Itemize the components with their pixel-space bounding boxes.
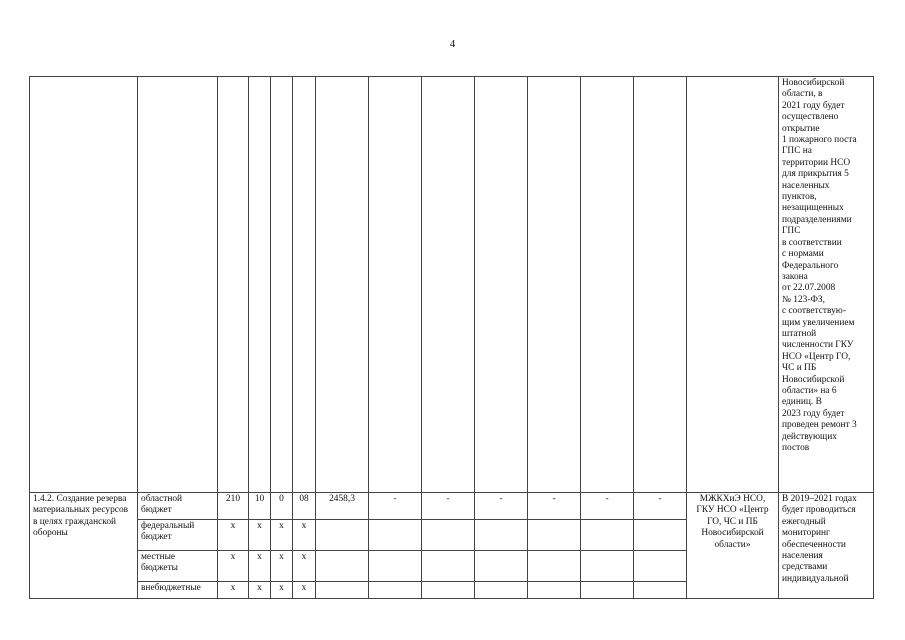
value-cell bbox=[634, 582, 687, 599]
continuation-row bbox=[30, 77, 874, 493]
value-cell bbox=[475, 520, 528, 551]
cell-empty bbox=[293, 77, 316, 493]
funding-source: местные бюджеты bbox=[138, 551, 218, 582]
value-cell bbox=[369, 582, 422, 599]
value-cell: - bbox=[528, 493, 581, 520]
funding-source: федеральный бюджет bbox=[138, 520, 218, 551]
cell-empty bbox=[271, 77, 293, 493]
code-cell: 10 bbox=[249, 493, 271, 520]
code-cell: 210 bbox=[218, 493, 249, 520]
cell-empty bbox=[634, 77, 687, 493]
value-cell bbox=[475, 582, 528, 599]
code-cell: 08 bbox=[293, 493, 316, 520]
code-cell: x bbox=[271, 582, 293, 599]
continued-result-text: Новосибирской области, в 2021 году будет осуществлено открытие 1 пожарного поста ГПС на территории НСО для прикрытия 5 населенных пунктов, незащищенных подразделениями ГПС в соответствии с нормами Федерального закона от 22.07.2008 № 123-ФЗ, с соответствую- щим увеличением штатной численности ГКУ НСО «Центр ГО, ЧС и ПБ Новосибирской области» на 6 единиц. В 2023 году будет проведен ремонт 3 действующих постов bbox=[779, 77, 874, 493]
value-cell bbox=[581, 520, 634, 551]
funding-source: внебюджетные bbox=[138, 582, 218, 599]
code-cell: 0 bbox=[271, 493, 293, 520]
cell-empty bbox=[138, 77, 218, 493]
cell-empty bbox=[422, 77, 475, 493]
program-table bbox=[29, 76, 874, 599]
value-cell: - bbox=[634, 493, 687, 520]
value-cell bbox=[634, 520, 687, 551]
code-cell: x bbox=[293, 582, 316, 599]
cell-empty bbox=[475, 77, 528, 493]
executor-cell: МЖКХиЭ НСО, ГКУ НСО «Центр ГО, ЧС и ПБ Новосибирской области» bbox=[687, 493, 779, 599]
funding-source: областной бюджет bbox=[138, 493, 218, 520]
cell-empty bbox=[528, 77, 581, 493]
cell-empty bbox=[30, 77, 138, 493]
cell-empty bbox=[249, 77, 271, 493]
value-cell: - bbox=[581, 493, 634, 520]
table-row bbox=[30, 493, 874, 520]
cell-empty bbox=[218, 77, 249, 493]
code-cell: x bbox=[293, 551, 316, 582]
value-cell bbox=[316, 520, 369, 551]
result-cell: В 2019–2021 годах будет проводиться ежегодный мониторинг обеспеченности населения средствами индивидуальной bbox=[779, 493, 874, 599]
code-cell: x bbox=[218, 582, 249, 599]
value-cell bbox=[422, 582, 475, 599]
value-cell: - bbox=[369, 493, 422, 520]
value-cell bbox=[316, 582, 369, 599]
code-cell: x bbox=[249, 551, 271, 582]
value-cell bbox=[475, 551, 528, 582]
code-cell: x bbox=[271, 551, 293, 582]
cell-empty bbox=[581, 77, 634, 493]
value-cell bbox=[528, 551, 581, 582]
code-cell: x bbox=[218, 520, 249, 551]
value-cell bbox=[316, 551, 369, 582]
value-cell bbox=[422, 520, 475, 551]
cell-empty bbox=[316, 77, 369, 493]
value-cell bbox=[581, 582, 634, 599]
value-cell bbox=[634, 551, 687, 582]
value-cell bbox=[528, 520, 581, 551]
code-cell: x bbox=[218, 551, 249, 582]
measure-name: 1.4.2. Создание резерва материальных ресурсов в целях гражданской обороны bbox=[30, 493, 138, 599]
value-cell bbox=[369, 520, 422, 551]
value-cell: - bbox=[422, 493, 475, 520]
value-cell: 2458,3 bbox=[316, 493, 369, 520]
code-cell: x bbox=[249, 520, 271, 551]
value-cell bbox=[369, 551, 422, 582]
code-cell: x bbox=[271, 520, 293, 551]
page-number: 4 bbox=[449, 38, 456, 50]
cell-empty bbox=[369, 77, 422, 493]
value-cell bbox=[422, 551, 475, 582]
cell-empty bbox=[687, 77, 779, 493]
value-cell: - bbox=[475, 493, 528, 520]
value-cell bbox=[581, 551, 634, 582]
code-cell: x bbox=[249, 582, 271, 599]
code-cell: x bbox=[293, 520, 316, 551]
value-cell bbox=[528, 582, 581, 599]
